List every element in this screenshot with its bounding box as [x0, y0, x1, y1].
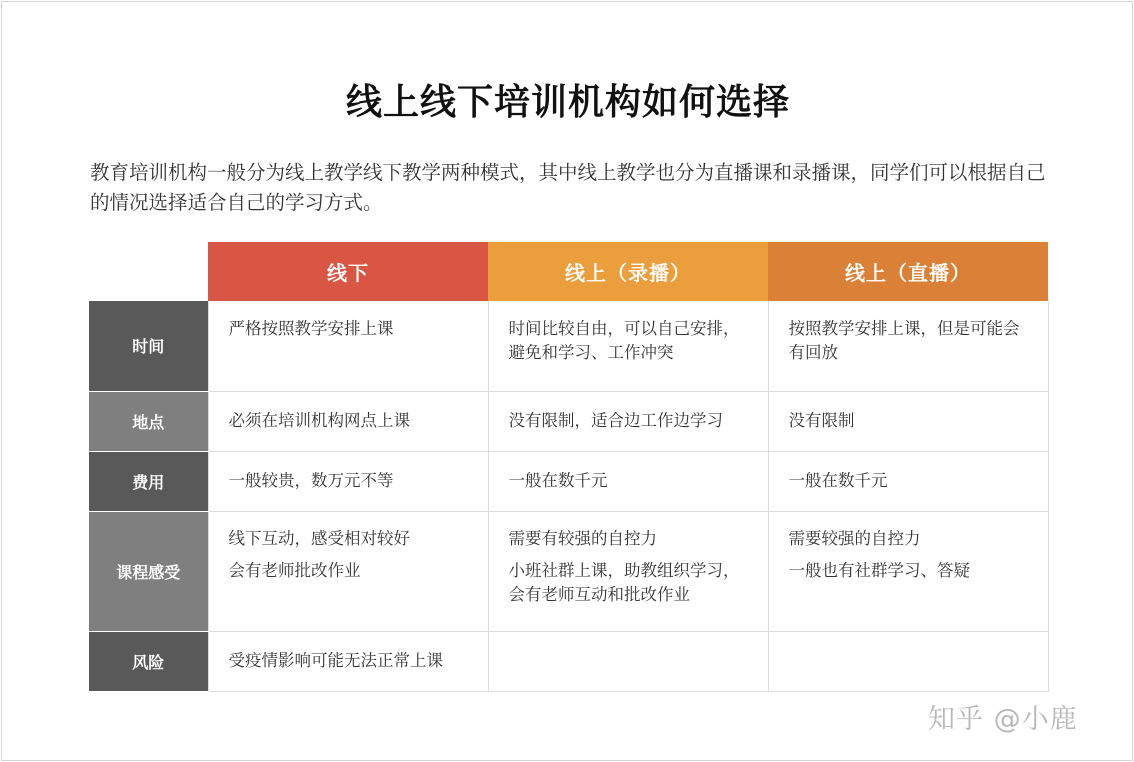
row-label-experience: 课程感受: [89, 511, 208, 631]
cell-text: 严格按照教学安排上课: [228, 319, 394, 338]
table-row-risk: [89, 631, 1048, 691]
cell-time-offline: [208, 301, 488, 391]
cell-experience-recorded: [488, 511, 768, 631]
column-header-offline: 线下: [208, 242, 488, 301]
cell-text: 需要较强的自控力: [788, 528, 921, 548]
cell-text: 小班社群上课，助教组织学习，会有老师互动和批改作业: [508, 560, 740, 604]
cell-text: 按照教学安排上课，但是可能会有回放: [788, 319, 1020, 362]
column-header-online-live: 线上（直播）: [768, 242, 1048, 301]
cell-cost-recorded: [488, 451, 768, 511]
row-label-time: 时间: [89, 301, 208, 391]
cell-risk-recorded: [488, 631, 768, 691]
table-corner: [89, 242, 208, 301]
cell-text: 没有限制: [788, 411, 855, 430]
cell-text: 必须在培训机构网点上课: [228, 411, 410, 430]
row-label-risk: 风险: [89, 631, 208, 691]
cell-risk-offline: [208, 631, 488, 691]
table-row-experience: [89, 511, 1048, 631]
cell-text: 线下互动，感受相对较好: [228, 528, 410, 548]
row-label-location: 地点: [89, 391, 208, 451]
cell-cost-offline: [208, 451, 488, 511]
cell-cost-live: [768, 451, 1048, 511]
cell-text: 会有老师批改作业: [228, 560, 361, 580]
table-row-time: [89, 301, 1048, 391]
row-label-cost: 费用: [89, 451, 208, 511]
table-header-row: [89, 242, 1048, 301]
zhihu-watermark: 知乎 @小鹿: [928, 704, 1078, 735]
cell-text: 时间比较自由，可以自己安排，避免和学习、工作冲突: [508, 319, 740, 362]
cell-text: 受疫情影响可能无法正常上课: [228, 651, 443, 670]
comparison-table: [89, 242, 1049, 692]
cell-location-live: [768, 391, 1048, 451]
cell-location-recorded: [488, 391, 768, 451]
cell-time-live: [768, 301, 1048, 391]
table-row-cost: [89, 451, 1048, 511]
cell-text: 需要有较强的自控力: [508, 528, 657, 548]
cell-risk-live: [768, 631, 1048, 691]
page-frame: [1, 1, 1133, 761]
cell-time-recorded: [488, 301, 768, 391]
table-row-location: [89, 391, 1048, 451]
cell-experience-live: [768, 511, 1048, 631]
page-title: 线上线下培训机构如何选择: [345, 82, 790, 123]
cell-text: 没有限制，适合边工作边学习: [508, 411, 723, 430]
cell-location-offline: [208, 391, 488, 451]
intro-paragraph: 教育培训机构一般分为线上教学线下教学两种模式，其中线上教学也分为直播课和录播课，同学们可以根据自己的情况选择适合自己的学习方式。: [90, 161, 1046, 214]
column-header-online-recorded: 线上（录播）: [488, 242, 768, 301]
cell-experience-offline: [208, 511, 488, 631]
cell-text: 一般在数千元: [788, 471, 888, 490]
cell-text: 一般较贵，数万元不等: [228, 471, 394, 490]
cell-text: 一般也有社群学习、答疑: [788, 560, 970, 580]
cell-text: 一般在数千元: [508, 471, 608, 490]
